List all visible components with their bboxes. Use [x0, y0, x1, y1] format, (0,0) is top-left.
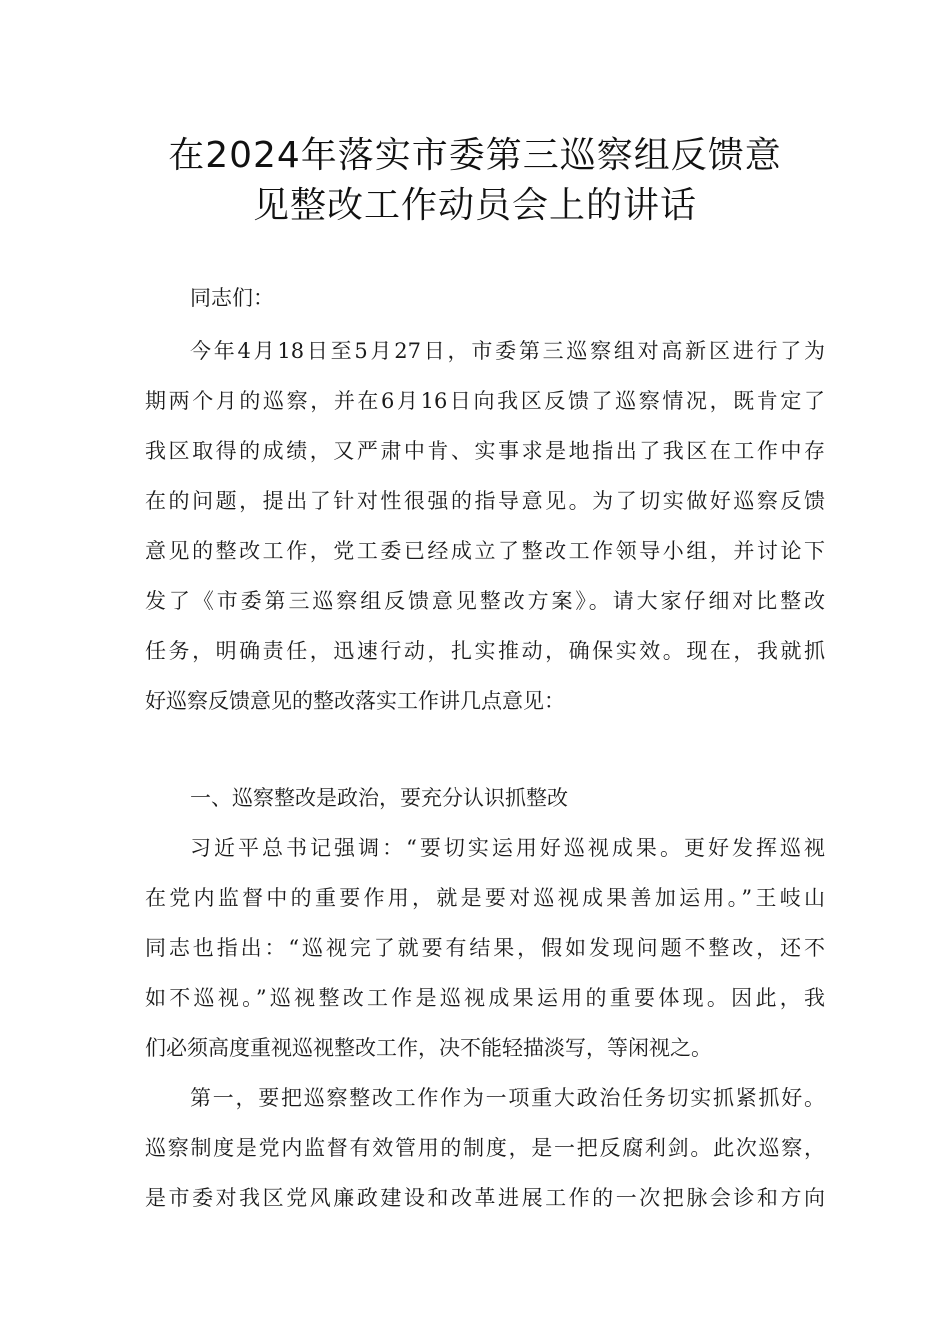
paragraph-line: 我区取得的成绩，又严肃中肯、实事求是地指出了我区在工作中存 [145, 439, 825, 463]
paragraph-line: 在的问题，提出了针对性很强的指导意见。为了切实做好巡察反馈 [145, 489, 825, 513]
paragraph-line: 习近平总书记强调：“要切实运用好巡视成果。更好发挥巡视 [190, 836, 825, 860]
paragraph-line: 们必须高度重视巡视整改工作，决不能轻描淡写，等闲视之。 [145, 1036, 712, 1060]
document-title-line-2: 见整改工作动员会上的讲话 [252, 185, 697, 226]
paragraph-line: 任务，明确责任，迅速行动，扎实推动，确保实效。现在，我就抓 [145, 639, 825, 663]
paragraph-line: 同志也指出：“巡视完了就要有结果，假如发现问题不整改，还不 [145, 936, 825, 960]
paragraph-line: 巡察制度是党内监督有效管用的制度，是一把反腐利剑。此次巡察， [145, 1136, 825, 1160]
paragraph-line: 是市委对我区党风廉政建设和改革进展工作的一次把脉会诊和方向 [145, 1186, 825, 1210]
paragraph-line: 今年4月18日至5月27日，市委第三巡察组对高新区进行了为 [190, 339, 825, 363]
paragraph-line: 期两个月的巡察，并在6月16日向我区反馈了巡察情况，既肯定了 [145, 389, 825, 413]
paragraph-line: 第一，要把巡察整改工作作为一项重大政治任务切实抓紧抓好。 [190, 1086, 825, 1110]
paragraph-line: 如不巡视。”巡视整改工作是巡视成果运用的重要体现。因此，我 [145, 986, 825, 1010]
section-heading: 一、巡察整改是政治，要充分认识抓整改 [190, 786, 568, 810]
salutation: 同志们： [190, 286, 274, 310]
paragraph-line: 意见的整改工作，党工委已经成立了整改工作领导小组，并讨论下 [145, 539, 825, 563]
paragraph-line: 好巡察反馈意见的整改落实工作讲几点意见： [145, 689, 565, 713]
document-title-line-1: 在2024年落实市委第三巡察组反馈意 [168, 135, 782, 176]
paragraph-line: 在党内监督中的重要作用，就是要对巡视成果善加运用。”王岐山 [145, 886, 825, 910]
paragraph-line: 发了《市委第三巡察组反馈意见整改方案》。请大家仔细对比整改 [145, 589, 825, 613]
